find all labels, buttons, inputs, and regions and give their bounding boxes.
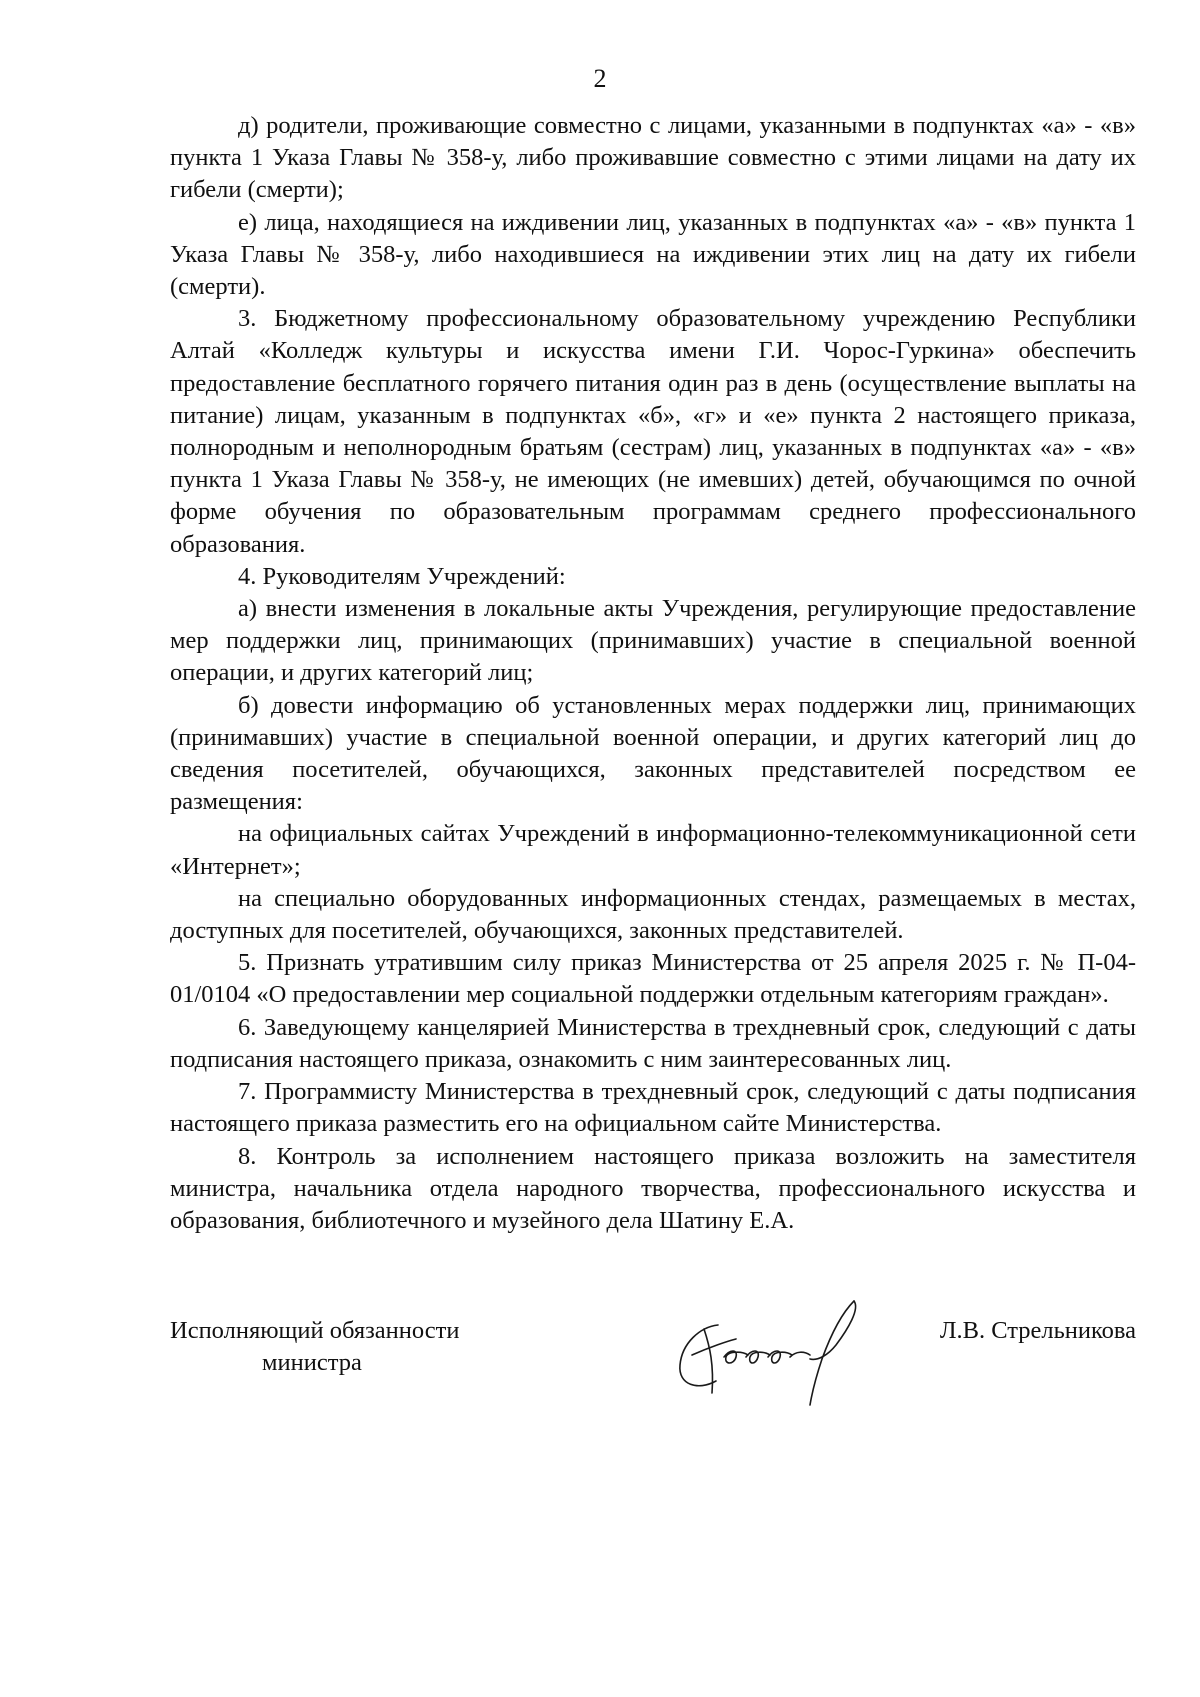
signatory-name: Л.В. Стрельникова — [939, 1317, 1136, 1344]
paragraph-4b-websites: на официальных сайтах Учреждений в информационно-телекоммуникационной сети «Интернет»; — [170, 820, 1136, 880]
signatory-position-line1: Исполняющий обязанности — [170, 1317, 460, 1344]
document-body — [170, 110, 1136, 1237]
paragraph-4: 4. Руководителям Учреждений: — [238, 562, 566, 590]
paragraph-4b: б) довести информацию об установленных мерах поддержки лиц, принимающих (принимавших) участие в специальной военной операции, и других категорий лиц до сведения посетителей, обучающихся, законных представителей посредством ее размещения: — [170, 691, 1136, 816]
handwritten-signature — [640, 1295, 880, 1415]
signatory-position — [170, 1315, 459, 1379]
paragraph-5: 5. Признать утратившим силу приказ Министерства от 25 апреля 2025 г. № П-04-01/0104 «О предоставлении мер социальной поддержки отдельным категориям граждан». — [170, 949, 1136, 1009]
paragraph-3: 3. Бюджетному профессиональному образовательному учреждению Республики Алтай «Колледж культуры и искусства имени Г.И. Чорос-Гуркина» обеспечить предоставление бесплатного горячего питания один раз в день (осуществление выплаты на питание) лицам, указанным в подпунктах «б», «г» и «е» пункта 2 настоящего приказа, полнородным и неполнородным братьям (сестрам) лиц, указанных в подпунктах «а» - «в» пункта 1 Указа Главы № 358-у, не имеющих (не имевших) детей, обучающимся по очной форме обучения по образовательным программам среднего профессионального образования. — [170, 305, 1136, 558]
paragraph-4b-stands: на специально оборудованных информационных стендах, размещаемых в местах, доступных для посетителей, обучающихся, законных представителей. — [170, 884, 1136, 945]
paragraph-7: 7. Программисту Министерства в трехдневный срок, следующий с даты подписания настоящего приказа разместить его на официальном сайте Министерства. — [170, 1078, 1136, 1138]
paragraph-6: 6. Заведующему канцелярией Министерства в трехдневный срок, следующий с даты подписания настоящего приказа, ознакомить с ним заинтересованных лиц. — [170, 1013, 1136, 1073]
page-number: 2 — [593, 64, 607, 93]
signature-block — [170, 1315, 1136, 1425]
paragraph-item-e: е) лица, находящиеся на иждивении лиц, указанных в подпунктах «а» - «в» пункта 1 Указа Главы № 358-у, либо находившиеся на иждивении этих лиц на дату их гибели (смерти). — [170, 208, 1136, 301]
paragraph-8: 8. Контроль за исполнением настоящего приказа возложить на заместителя министра, начальника отдела народного творчества, профессионального искусства и образования, библиотечного и музейного дела Шатину Е.А. — [170, 1142, 1136, 1234]
paragraph-item-d: д) родители, проживающие совместно с лицами, указанными в подпунктах «а» - «в» пункта 1 Указа Главы № 358-у, либо проживавшие совместно с этими лицами на дату их гибели (смерти); — [170, 112, 1136, 204]
signatory-position-line2: министра — [262, 1349, 362, 1376]
paragraph-4a: а) внести изменения в локальные акты Учреждения, регулирующие предоставление мер поддержки лиц, принимающих (принимавших) участие в специальной военной операции, и других категорий лиц; — [170, 595, 1136, 687]
